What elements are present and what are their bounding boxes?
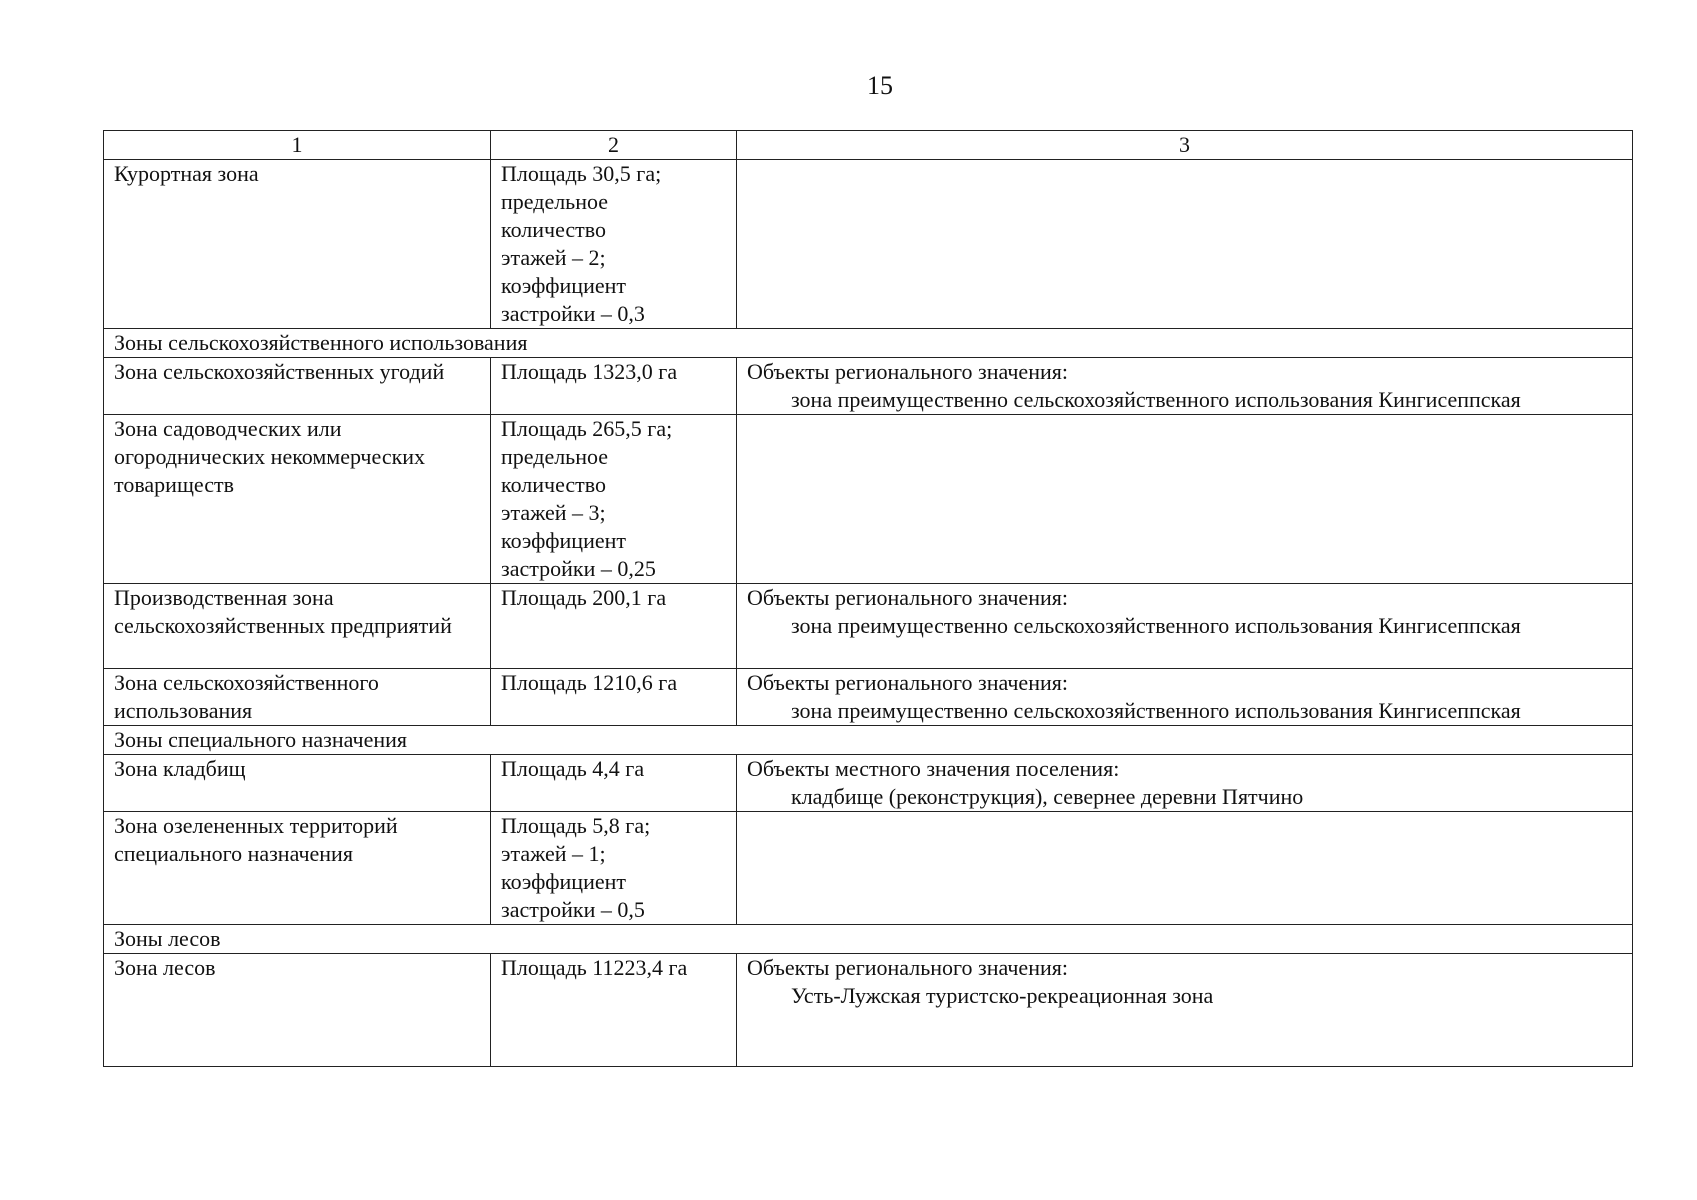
zone-params: Площадь 200,1 га [491, 584, 737, 669]
page-number: 15 [867, 71, 893, 100]
section-title: Зоны сельскохозяйственного использования [104, 329, 1633, 358]
zone-name: Зона садоводческих или огороднических некоммерческих товариществ [104, 415, 491, 584]
section-row-special [104, 726, 1633, 755]
table-row-cemeteries [104, 755, 1633, 812]
table-header-row [104, 131, 1633, 160]
table-row-forest [104, 954, 1633, 1067]
zone-name: Зона лесов [104, 954, 491, 1067]
section-title: Зоны специального назначения [104, 726, 1633, 755]
objects-item: кладбище (реконструкция), севернее деревни Пятчино [791, 784, 1304, 809]
zone-objects [737, 160, 1633, 329]
zone-params: Площадь 5,8 га; этажей – 1; коэффициент застройки – 0,5 [491, 812, 737, 925]
section-row-forest [104, 925, 1633, 954]
table-row-agri-lands [104, 358, 1633, 415]
column-header-3: 3 [737, 131, 1633, 160]
table-row-agri-use [104, 669, 1633, 726]
objects-title: Объекты регионального значения: [747, 359, 1068, 384]
objects-item: зона преимущественно сельскохозяйственного использования Кингисеппская [791, 613, 1521, 638]
zone-objects [737, 358, 1633, 415]
zone-name: Зона кладбищ [104, 755, 491, 812]
zone-name: Зона сельскохозяйственных угодий [104, 358, 491, 415]
objects-item: зона преимущественно сельскохозяйственного использования Кингисеппская [791, 698, 1521, 723]
column-header-1: 1 [104, 131, 491, 160]
objects-title: Объекты местного значения поселения: [747, 756, 1120, 781]
zones-table [103, 130, 1633, 1067]
zone-params: Площадь 1210,6 га [491, 669, 737, 726]
table-row-agri-production [104, 584, 1633, 669]
zone-objects [737, 584, 1633, 669]
table-row-green-special [104, 812, 1633, 925]
zone-params: Площадь 4,4 га [491, 755, 737, 812]
zone-name: Зона озелененных территорий специального назначения [104, 812, 491, 925]
zone-objects [737, 954, 1633, 1067]
objects-title: Объекты регионального значения: [747, 585, 1068, 610]
zone-params: Площадь 30,5 га; предельное количество этажей – 2; коэффициент застройки – 0,3 [491, 160, 737, 329]
zone-objects [737, 812, 1633, 925]
zone-params: Площадь 1323,0 га [491, 358, 737, 415]
table-row-kurort [104, 160, 1633, 329]
zone-objects [737, 669, 1633, 726]
table-row-gardening [104, 415, 1633, 584]
zone-name: Зона сельскохозяйственного использования [104, 669, 491, 726]
column-header-2: 2 [491, 131, 737, 160]
objects-item: Усть-Лужская туристско-рекреационная зона [791, 983, 1214, 1008]
zone-objects [737, 755, 1633, 812]
zone-params: Площадь 265,5 га; предельное количество этажей – 3; коэффициент застройки – 0,25 [491, 415, 737, 584]
zone-params: Площадь 11223,4 га [491, 954, 737, 1067]
zone-name: Курортная зона [104, 160, 491, 329]
section-row-agri [104, 329, 1633, 358]
objects-item: зона преимущественно сельскохозяйственного использования Кингисеппская [791, 387, 1521, 412]
objects-title: Объекты регионального значения: [747, 955, 1068, 980]
zone-objects [737, 415, 1633, 584]
zone-name: Производственная зона сельскохозяйственных предприятий [104, 584, 491, 669]
objects-title: Объекты регионального значения: [747, 670, 1068, 695]
section-title: Зоны лесов [104, 925, 1633, 954]
